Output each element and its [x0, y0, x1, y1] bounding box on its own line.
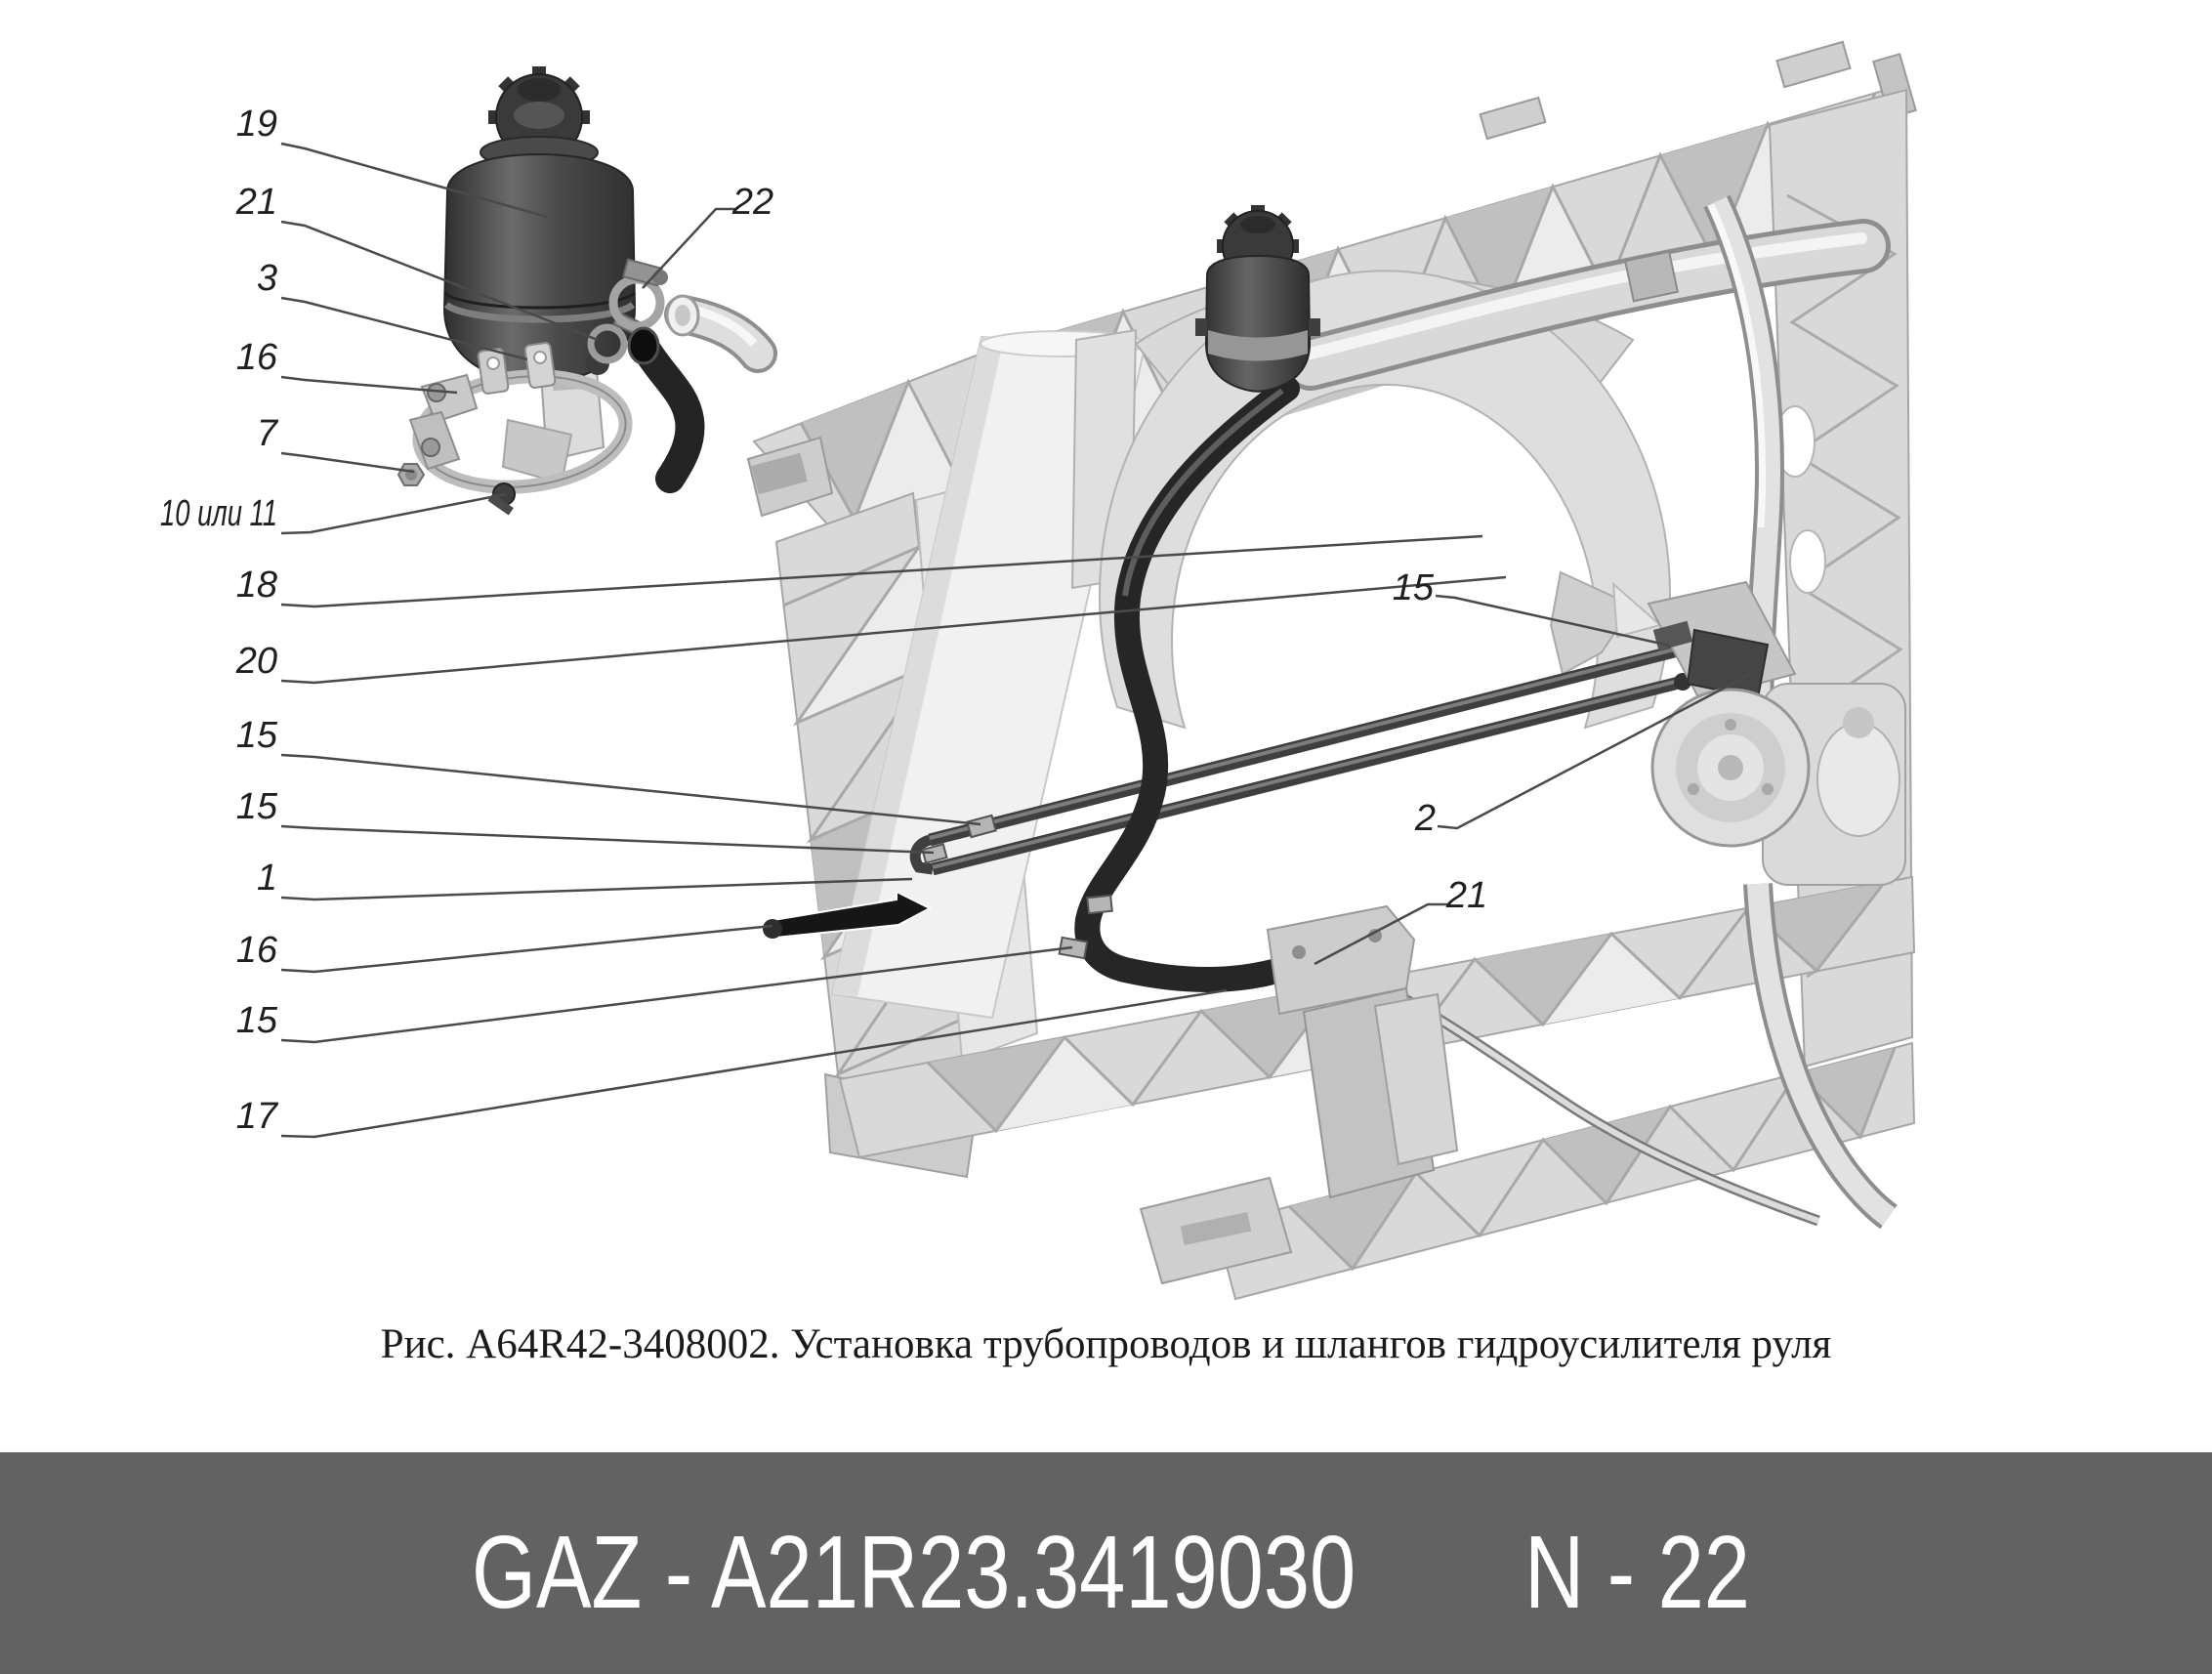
callout-15-a: 15 [235, 715, 277, 756]
callout-7: 7 [256, 413, 277, 454]
callout-10-or-11: 10 или 11 [160, 493, 277, 534]
callout-1: 1 [256, 858, 277, 899]
callout-3: 3 [256, 258, 277, 299]
callout-17: 17 [235, 1096, 277, 1137]
footer-bar [0, 1452, 2212, 1674]
callout-16-bottom: 16 [235, 930, 277, 971]
callout-22: 22 [731, 182, 774, 223]
footer-quantity: N - 22 [1524, 1515, 1750, 1630]
figure-caption: Рис. А64R42-3408002. Установка трубопроводов и шлангов гидроусилителя руля [380, 1321, 1832, 1367]
callout-18: 18 [235, 565, 277, 606]
callout-16-top: 16 [235, 337, 277, 378]
callout-15-right: 15 [1392, 567, 1434, 608]
reservoir-installed [1195, 205, 1320, 392]
callout-15-c: 15 [235, 1000, 277, 1041]
callout-19: 19 [235, 104, 277, 145]
callout-21-right: 21 [1445, 875, 1488, 916]
callout-21-left: 21 [235, 182, 277, 223]
callout-20: 20 [235, 641, 277, 682]
callout-2: 2 [1414, 798, 1436, 839]
callout-15-b: 15 [235, 786, 277, 827]
footer-part-number: GAZ - A21R23.3419030 [472, 1515, 1356, 1630]
